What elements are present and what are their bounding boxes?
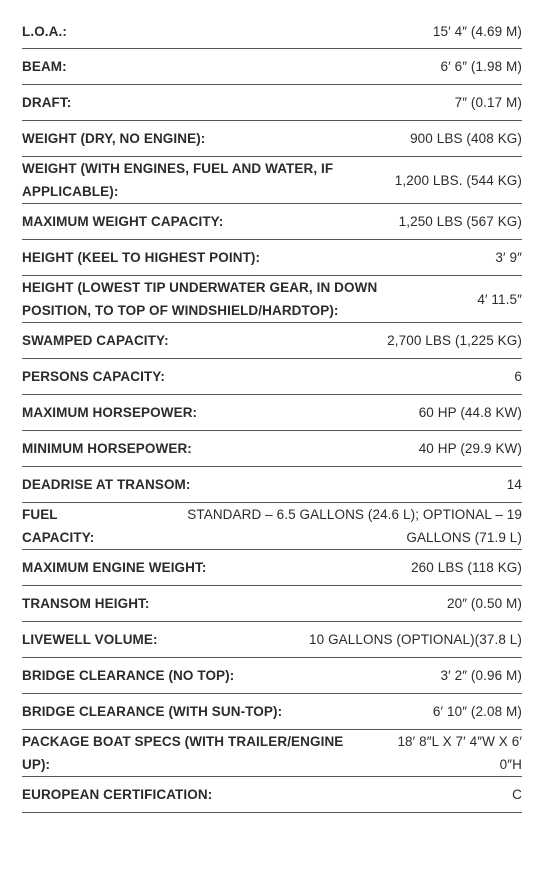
spec-label: MAXIMUM ENGINE WEIGHT:	[22, 560, 207, 575]
spec-label: HEIGHT (KEEL TO HIGHEST POINT):	[22, 250, 261, 265]
spec-row-package	[22, 730, 522, 777]
spec-row-max-weight	[22, 204, 522, 240]
spec-label: FUEL CAPACITY:	[22, 507, 95, 545]
spec-value: 60 HP (44.8 KW)	[418, 405, 522, 420]
spec-value: 900 LBS (408 KG)	[410, 131, 522, 146]
spec-value: 6′ 6″ (1.98 M)	[440, 59, 522, 74]
spec-row-swamped	[22, 323, 522, 359]
spec-value: 20″ (0.50 M)	[446, 596, 522, 611]
spec-row-max-hp	[22, 395, 522, 431]
spec-label: WEIGHT (DRY, NO ENGINE):	[22, 131, 206, 146]
spec-value: 40 HP (29.9 KW)	[418, 441, 522, 456]
spec-label: DRAFT:	[22, 95, 72, 110]
spec-value: 3′ 2″ (0.96 M)	[440, 668, 522, 683]
spec-row-min-hp	[22, 431, 522, 467]
spec-row-certification	[22, 777, 522, 813]
spec-value: 15′ 4″ (4.69 M)	[432, 23, 522, 39]
spec-label: L.O.A.:	[22, 23, 67, 39]
spec-row-weight-full	[22, 157, 522, 204]
spec-row-height-keel	[22, 240, 522, 276]
spec-row-bridge-no-top	[22, 658, 522, 694]
spec-value: 1,200 LBS. (544 KG)	[394, 172, 522, 188]
spec-label: EUROPEAN CERTIFICATION:	[22, 787, 213, 802]
spec-value: 18′ 8″L X 7′ 4″W X 6′ 0″H	[397, 734, 522, 772]
spec-label: MAXIMUM WEIGHT CAPACITY:	[22, 214, 224, 229]
spec-value: 6	[514, 369, 522, 384]
spec-row-bridge-sun-top	[22, 694, 522, 730]
spec-row-beam	[22, 49, 522, 85]
spec-value: 10 GALLONS (OPTIONAL)(37.8 L)	[309, 632, 522, 647]
spec-value: 1,250 LBS (567 KG)	[398, 214, 522, 229]
spec-value: 2,700 LBS (1,225 KG)	[387, 333, 522, 348]
spec-row-draft	[22, 85, 522, 121]
spec-value: C	[512, 787, 522, 802]
spec-value: 6′ 10″ (2.08 M)	[432, 704, 522, 719]
spec-label: PACKAGE BOAT SPECS (WITH TRAILER/ENGINE UP):	[22, 734, 344, 772]
spec-value: STANDARD – 6.5 GALLONS (24.6 L); OPTIONAL – 19 GALLONS (71.9 L)	[187, 507, 522, 545]
spec-row-loa	[22, 14, 522, 49]
spec-label: PERSONS CAPACITY:	[22, 369, 165, 384]
spec-label: DEADRISE AT TRANSOM:	[22, 477, 191, 492]
spec-label: BEAM:	[22, 59, 67, 74]
spec-label: TRANSOM HEIGHT:	[22, 596, 150, 611]
spec-row-persons	[22, 359, 522, 395]
spec-label: BRIDGE CLEARANCE (NO TOP):	[22, 668, 235, 683]
spec-value: 3′ 9″	[495, 250, 522, 265]
spec-label: MAXIMUM HORSEPOWER:	[22, 405, 198, 420]
spec-label: LIVEWELL VOLUME:	[22, 632, 158, 647]
spec-label: BRIDGE CLEARANCE (WITH SUN-TOP):	[22, 704, 283, 719]
spec-row-transom	[22, 586, 522, 622]
spec-value: 7″ (0.17 M)	[454, 95, 522, 110]
spec-row-height-gear	[22, 276, 522, 323]
spec-label: HEIGHT (LOWEST TIP UNDERWATER GEAR, IN DOWN POSITION, TO TOP OF WINDSHIELD/HARDTOP):	[22, 280, 378, 318]
spec-row-livewell	[22, 622, 522, 658]
spec-value: 260 LBS (118 KG)	[411, 560, 522, 575]
spec-value: 4′ 11.5″	[477, 291, 522, 307]
spec-row-deadrise	[22, 467, 522, 503]
spec-label: SWAMPED CAPACITY:	[22, 333, 169, 348]
spec-row-engine-weight	[22, 550, 522, 586]
spec-label: MINIMUM HORSEPOWER:	[22, 441, 192, 456]
specs-table	[22, 14, 522, 813]
spec-row-weight-dry	[22, 121, 522, 157]
spec-value: 14	[506, 477, 522, 492]
spec-label: WEIGHT (WITH ENGINES, FUEL AND WATER, IF APPLICABLE):	[22, 161, 334, 199]
spec-row-fuel	[22, 503, 522, 550]
